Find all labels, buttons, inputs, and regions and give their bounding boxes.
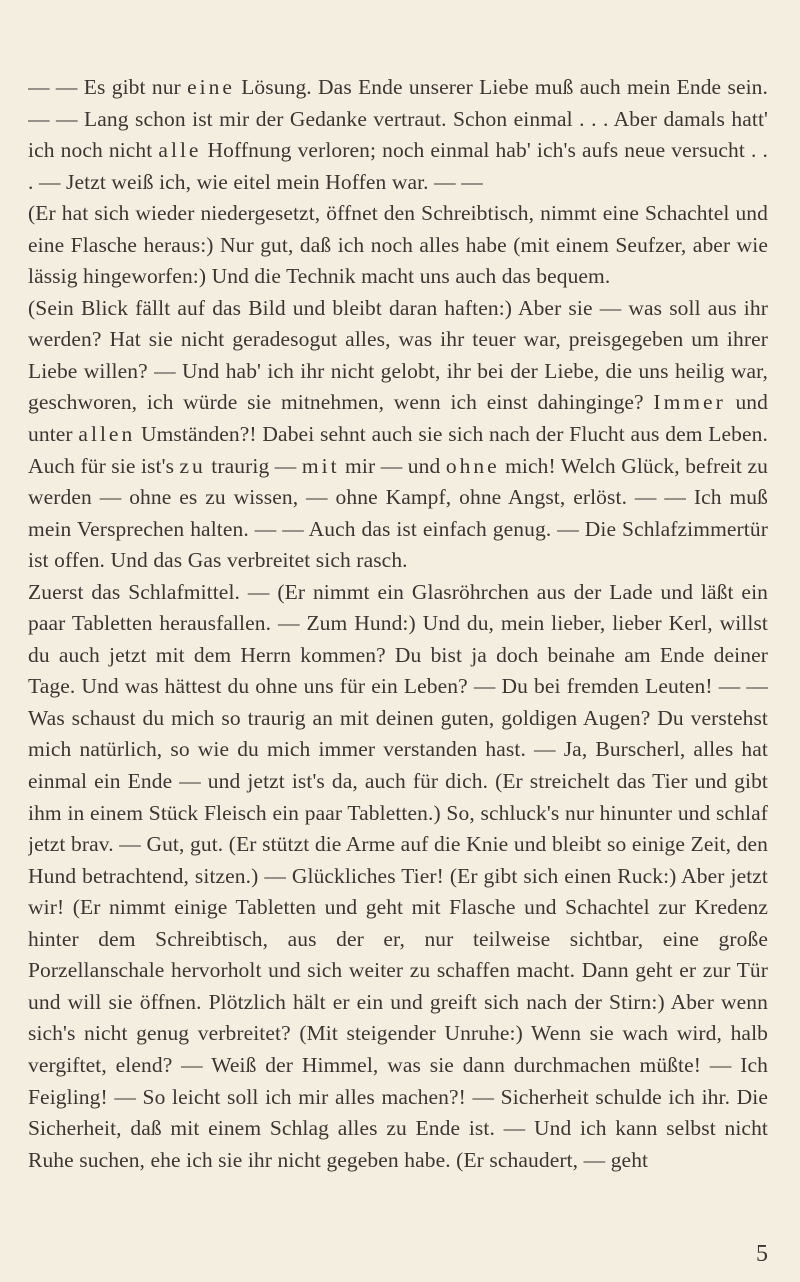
emphasis-text: allen: [78, 422, 136, 447]
page-number: 5: [756, 1241, 768, 1267]
text-run: Hoffnung verloren; noch einmal hab' ich's aufs neue versucht . . . — Jetzt weiß ich, wie eitel mein Hoffen war. — —: [28, 138, 768, 194]
text-run: mir — und: [339, 453, 446, 478]
text-run: traurig —: [205, 453, 302, 478]
text-run: (Sein Blick fällt auf das Bild und bleibt daran haften:) Aber sie — was soll aus ihr werden? Hat sie nicht geradesogut alles, was ihr teuer war, preisgegeben um ihrer Liebe willen? — Und hab' ich ihr nicht gelobt, ihr bei der Liebe, die uns heilig war, geschworen, ich würde sie mitnehmen, wenn ich einst dahinginge?: [28, 295, 768, 415]
page-body: [28, 72, 768, 1272]
paragraph-2: [28, 198, 768, 293]
text-run: und unter: [28, 390, 768, 447]
emphasis-text: Immer: [653, 390, 726, 415]
paragraph-4: [28, 577, 768, 1176]
text-run: mich! Welch Glück, befreit zu werden — ohne es zu wissen, — ohne Kampf, ohne Angst, erlöst. — — Ich muß mein Versprechen halten. — — Auch das ist einfach genug. — Die Schlafzimmertür ist offen. Und das Gas verbreitet sich rasch.: [28, 453, 768, 573]
text-run: Umständen?! Dabei sehnt auch sie sich nach der Flucht aus dem Leben. Auch für sie ist's: [28, 422, 768, 478]
emphasis-text: alle: [158, 138, 202, 163]
text-run: — — Es gibt nur: [28, 75, 188, 99]
text-run: (Er hat sich wieder niedergesetzt, öffnet den Schreibtisch, nimmt eine Schachtel und eine Flasche heraus:) Nur gut, daß ich noch alles habe (mit einem Seufzer, aber wie lässig hingeworfen:) Und die Technik macht uns auch das bequem.: [28, 201, 768, 289]
paragraph-3: [28, 293, 768, 577]
emphasis-text: eine: [187, 75, 235, 99]
text-run: Lösung. Das Ende unserer Liebe muß auch mein Ende sein. — — Lang schon ist mir der Gedanke vertraut. Schon einmal . . . Aber damals hatt' ich noch nicht: [28, 75, 768, 163]
emphasis-text: mit: [301, 453, 340, 478]
text-run: Zuerst das Schlafmittel. — (Er nimmt ein Glasröhrchen aus der Lade und läßt ein paar Tabletten herausfallen. — Zum Hund:) Und du, mein lieber, lieber Kerl, willst du auch jetzt mit dem Herrn kommen? Du bist ja doch beinahe am Ende deiner Tage. Und was hättest du ohne uns für ein Leben? — Du bei fremden Leuten! — — Was schaust du mich so traurig an mit deinen guten, goldigen Augen? Du verstehst mich natürlich, so wie du mich immer verstanden hast. — Ja, Burscherl, alles hat einmal ein Ende — und jetzt ist's da, auch für dich. (Er streichelt das Tier und gibt ihm in einem Stück Fleisch ein paar Tabletten.) So, schluck's nur hinunter und schlaf jetzt brav. — Gut, gut. (Er stützt die Arme auf die Knie und bleibt so einige Zeit, den Hund betrachtend, sitzen.) — Glückliches Tier! (Er gibt sich einen Ruck:) Aber jetzt wir! (Er nimmt einige Tabletten und geht mit Flasche und Schachtel zur Kredenz hinter dem Schreibtisch, aus der er, nur teilweise sichtbar, eine große Porzellanschale hervorholt und sich weiter zu schaffen macht. Dann geht er zur Tür und will sie öffnen. Plötzlich hält er ein und greift sich nach der Stirn:) Aber wenn sich's nicht genug verbreitet? (Mit steigender Unruhe:) Wenn sie wach wird, halb vergiftet, elend? — Weiß der Himmel, was sie dann durchmachen müßte! — Ich Feigling! — So leicht soll ich mir alles machen?! — Sicherheit schulde ich ihr. Die Sicherheit, daß mit einem Schlag alles zu Ende ist. — Und ich kann selbst nicht Ruhe suchen, ehe ich sie ihr nicht gegeben habe. (Er schaudert, — geht: [28, 579, 768, 1172]
emphasis-text: ohne: [445, 453, 500, 478]
emphasis-text: zu: [179, 453, 206, 478]
body-text: [28, 72, 768, 1176]
paragraph-1: [28, 72, 768, 198]
